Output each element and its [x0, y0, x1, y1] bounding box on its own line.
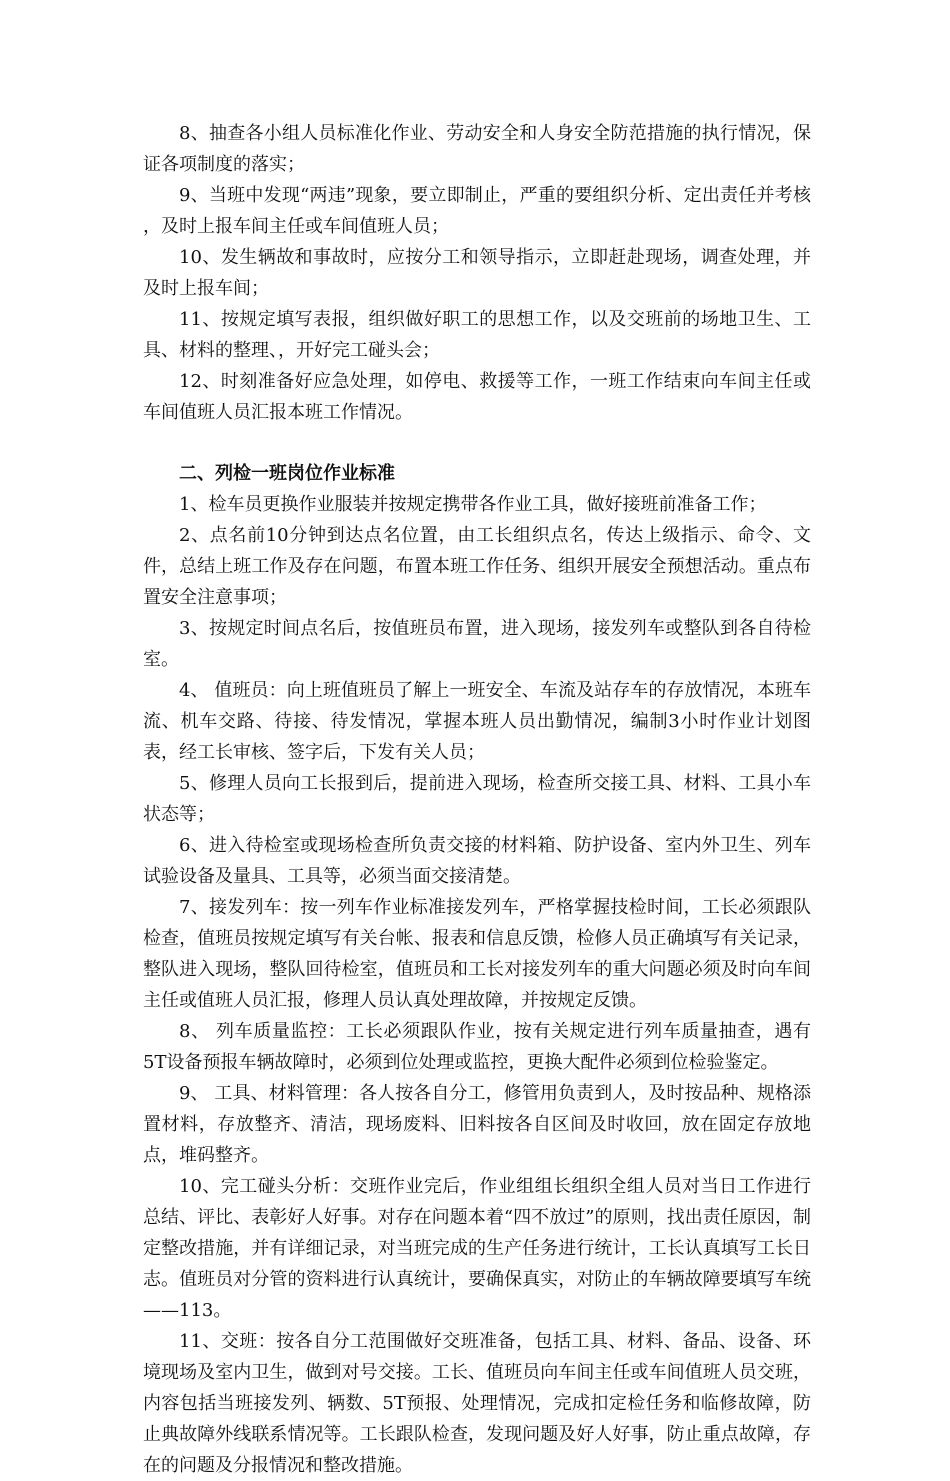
standard-item-10: 10、完工碰头分析：交班作业完后，作业组组长组织全组人员对当日工作进行总结、评比、表彰好人好事。对存在问题本着“四不放过”的原则，找出责任原因，制定整改措施，并有详细记录，对当班完成的生产任务进行统计，工长认真填写工长日志。值班员对分管的资料进行认真统计，要确保真实，对防止的车辆故障要填写车统——113。 — [143, 1176, 811, 1321]
standard-item-3: 3、按规定时间点名后，按值班员布置，进入现场，接发列车或整队到各自待检室。 — [143, 618, 811, 670]
standard-item-11: 11、交班：按各自分工范围做好交班准备，包括工具、材料、备品、设备、环境现场及室内卫生，做到对号交接。工长、值班员向车间主任或车间值班人员交班，内容包括当班接发列、辆数、5T预报、处理情况，完成扣定检任务和临修故障，防止典故障外线联系情况等。工长跟队检查，发现问题及好人好事，防止重点故障，存在的问题及分报情况和整改措施。 — [143, 1331, 811, 1476]
section-spacer — [143, 428, 811, 458]
paragraph-item-11: 11、按规定填写表报，组织做好职工的思想工作，以及交班前的场地卫生、工具、材料的整理、，开好完工碰头会； — [143, 309, 811, 361]
standard-item-8: 8、 列车质量监控：工长必须跟队作业，按有关规定进行列车质量抽查，遇有5T设备预报车辆故障时，必须到位处理或监控，更换大配件必须到位检验鉴定。 — [143, 1021, 811, 1073]
standard-item-6: 6、进入待检室或现场检查所负责交接的材料箱、防护设备、室内外卫生、列车试验设备及量具、工具等，必须当面交接清楚。 — [143, 835, 811, 887]
standard-item-1: 1、检车员更换作业服装并按规定携带各作业工具，做好接班前准备工作； — [179, 494, 767, 515]
section-heading: 二、列检一班岗位作业标准 — [179, 463, 395, 484]
standard-item-5: 5、修理人员向工长报到后，提前进入现场，检查所交接工具、材料、工具小车状态等； — [143, 773, 811, 825]
standard-item-7: 7、接发列车：按一列车作业标准接发列车，严格掌握技检时间，工长必须跟队检查，值班员按规定填写有关台帐、报表和信息反馈，检修人员正确填写有关记录，整队进入现场，整队回待检室，值班员和工长对接发列车的重大问题必须及时向车间主任或值班人员汇报，修理人员认真处理故障，并按规定反馈。 — [143, 897, 811, 1011]
standard-item-9: 9、 工具、材料管理：各人按各自分工，修管用负责到人，及时按品种、规格添置材料，存放整齐、清洁，现场废料、旧料按各自区间及时收回，放在固定存放地点，堆码整齐。 — [143, 1083, 811, 1166]
paragraph-item-10: 10、发生辆故和事故时，应按分工和领导指示，立即赶赴现场，调查处理，并及时上报车间； — [143, 247, 811, 299]
standard-item-2: 2、点名前10分钟到达点名位置，由工长组织点名，传达上级指示、命令、文件，总结上班工作及存在问题，布置本班工作任务、组织开展安全预想活动。重点布置安全注意事项； — [143, 525, 811, 608]
paragraph-item-8: 8、抽查各小组人员标准化作业、劳动安全和人身安全防范措施的执行情况，保证各项制度的落实； — [143, 123, 811, 175]
paragraph-item-9: 9、当班中发现“两违”现象，要立即制止，严重的要组织分析、定出责任并考核 ，及时上报车间主任或车间值班人员； — [143, 185, 811, 237]
paragraph-item-12: 12、时刻准备好应急处理，如停电、救援等工作，一班工作结束向车间主任或车间值班人员汇报本班工作情况。 — [143, 371, 811, 423]
standard-item-4: 4、 值班员：向上班值班员了解上一班安全、车流及站存车的存放情况，本班车流、机车交路、待接、待发情况，掌握本班人员出勤情况，编制3小时作业计划图表，经工长审核、签字后，下发有关人员； — [143, 680, 811, 763]
document-page — [143, 118, 811, 1481]
